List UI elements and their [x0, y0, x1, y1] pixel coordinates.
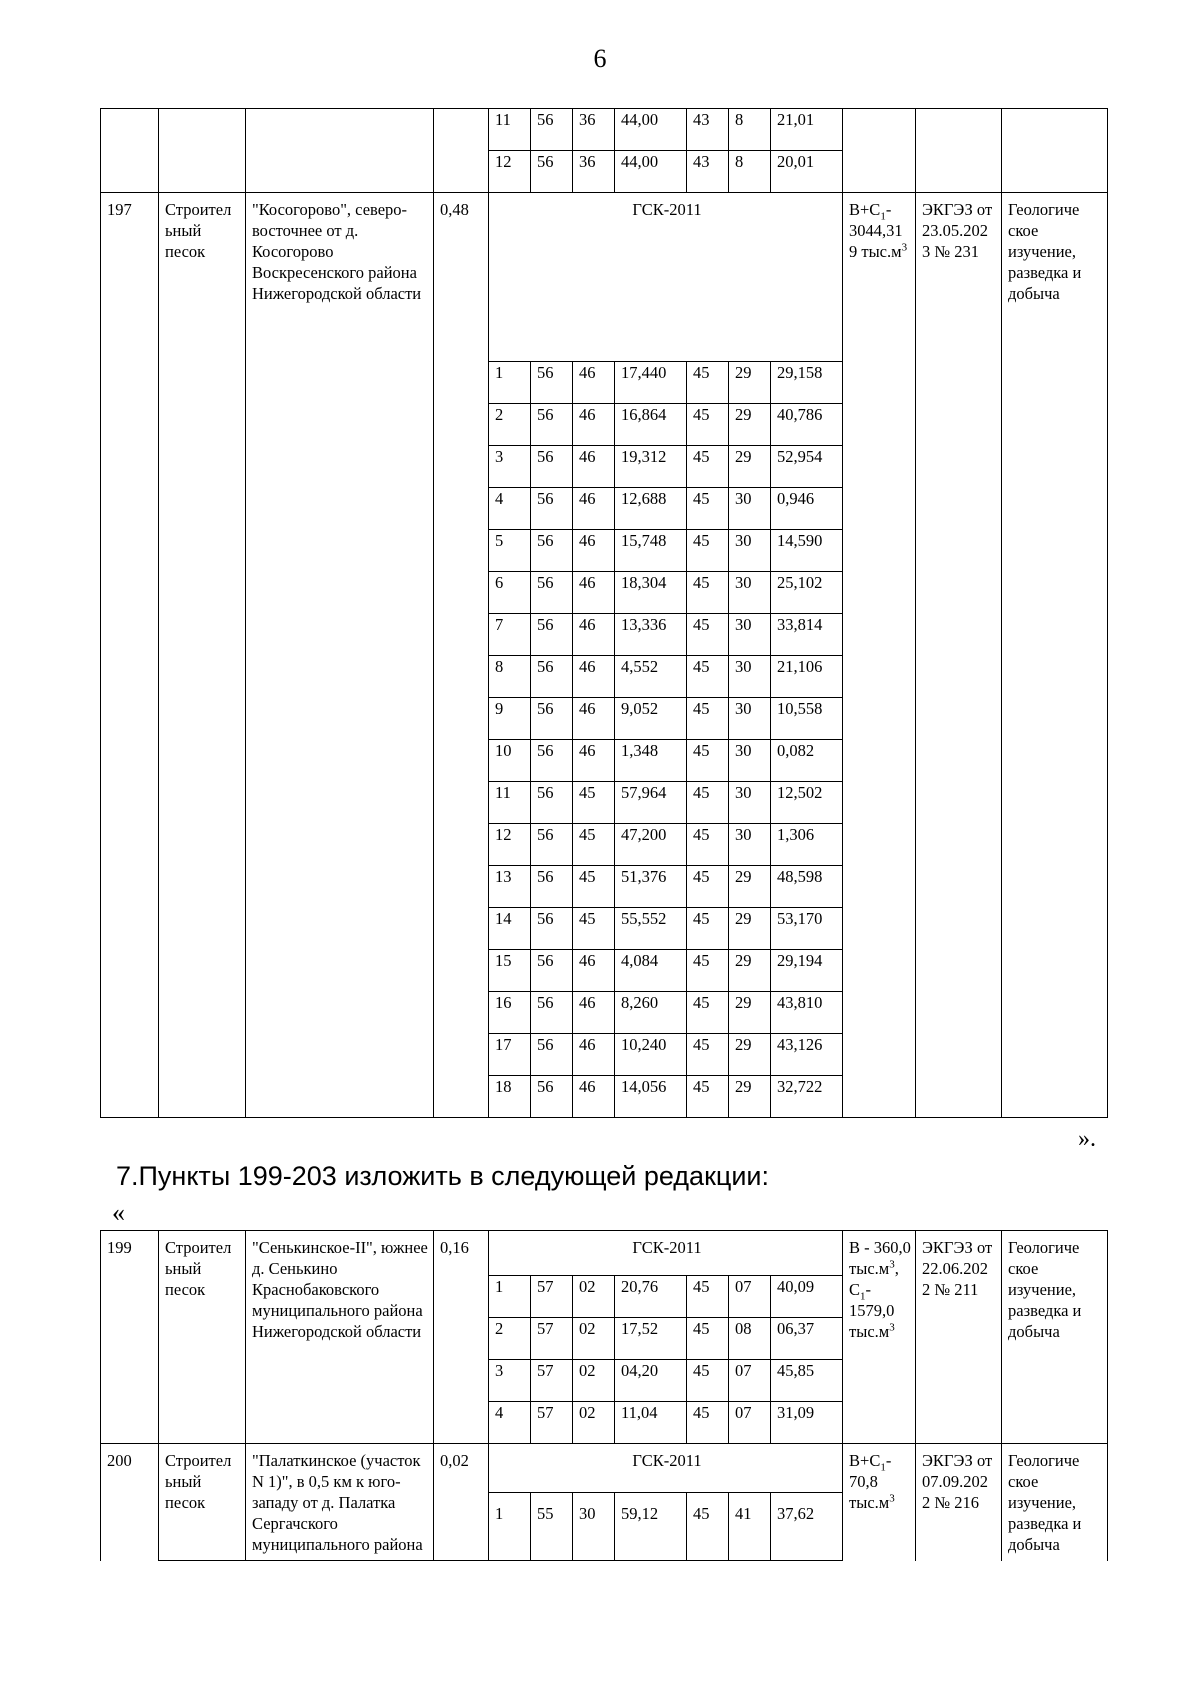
coordinate-system: ГСК-2011: [489, 1444, 843, 1493]
lon-degrees: 45: [687, 1076, 729, 1118]
lon-seconds: 1,306: [771, 824, 843, 866]
lat-seconds: 47,200: [615, 824, 687, 866]
lat-minutes: 46: [573, 488, 615, 530]
deposit-row-199: [101, 1231, 1108, 1276]
lat-minutes: 45: [573, 908, 615, 950]
lat-degrees: 56: [531, 866, 573, 908]
lon-seconds: 32,722: [771, 1076, 843, 1118]
point-number: 2: [489, 1318, 531, 1360]
lon-degrees: 45: [687, 1034, 729, 1076]
lon-degrees: 45: [687, 698, 729, 740]
deposit-location: "Косогорово", северо-восточнее от д. Косогорово Воскресенского района Нижегородской области: [246, 193, 434, 1118]
lon-degrees: 45: [687, 992, 729, 1034]
lat-minutes: 46: [573, 698, 615, 740]
lat-degrees: 56: [531, 614, 573, 656]
lon-degrees: 45: [687, 572, 729, 614]
lat-degrees: 56: [531, 1076, 573, 1118]
mineral-type: [159, 109, 246, 193]
lon-seconds: 14,590: [771, 530, 843, 572]
point-number: 6: [489, 572, 531, 614]
lat-seconds: 57,964: [615, 782, 687, 824]
lat-minutes: 46: [573, 1076, 615, 1118]
lon-seconds: 29,158: [771, 362, 843, 404]
lat-degrees: 56: [531, 908, 573, 950]
lat-minutes: 02: [573, 1360, 615, 1402]
entry-number: 200: [101, 1444, 159, 1561]
lon-minutes: 30: [729, 824, 771, 866]
lat-minutes: 46: [573, 1034, 615, 1076]
point-number: 3: [489, 1360, 531, 1402]
mineral-type: Строител ьный песок: [159, 193, 246, 1118]
lat-seconds: 15,748: [615, 530, 687, 572]
lat-seconds: 20,76: [615, 1276, 687, 1318]
point-number: 13: [489, 866, 531, 908]
lon-seconds: 21,106: [771, 656, 843, 698]
lon-seconds: 12,502: [771, 782, 843, 824]
usage-purpose: Геологиче ское изучение, разведка и добыча: [1002, 1231, 1108, 1444]
lon-seconds: 29,194: [771, 950, 843, 992]
lon-seconds: 52,954: [771, 446, 843, 488]
lat-seconds: 44,00: [615, 151, 687, 193]
lat-degrees: 56: [531, 740, 573, 782]
lat-minutes: 45: [573, 782, 615, 824]
lon-degrees: 45: [687, 446, 729, 488]
lon-minutes: 30: [729, 740, 771, 782]
mineral-type: Строител ьный песок: [159, 1444, 246, 1561]
lat-degrees: 56: [531, 488, 573, 530]
coordinate-system: ГСК-2011: [489, 193, 843, 362]
lat-seconds: 12,688: [615, 488, 687, 530]
lat-minutes: 46: [573, 614, 615, 656]
approval-document: ЭКГЭЗ от 22.06.202 2 № 211: [916, 1231, 1002, 1444]
lon-minutes: 30: [729, 698, 771, 740]
lat-minutes: 02: [573, 1276, 615, 1318]
lat-seconds: 17,440: [615, 362, 687, 404]
point-number: 7: [489, 614, 531, 656]
lat-minutes: 46: [573, 656, 615, 698]
lon-seconds: 25,102: [771, 572, 843, 614]
reserves: $B+C_1-3044,31$ 9 $тыс.м^3$: [843, 193, 916, 1118]
lat-minutes: 46: [573, 404, 615, 446]
lon-minutes: 07: [729, 1360, 771, 1402]
point-number: 11: [489, 782, 531, 824]
lat-degrees: 57: [531, 1360, 573, 1402]
lon-degrees: 45: [687, 488, 729, 530]
lon-degrees: 45: [687, 740, 729, 782]
point-number: 8: [489, 656, 531, 698]
deposit-row-197: [101, 193, 1108, 362]
reserves: [843, 109, 916, 193]
lat-seconds: 19,312: [615, 446, 687, 488]
lon-minutes: 30: [729, 572, 771, 614]
lon-seconds: 20,01: [771, 151, 843, 193]
lat-seconds: 59,12: [615, 1493, 687, 1561]
point-number: 12: [489, 824, 531, 866]
opening-quote: «: [112, 1198, 125, 1227]
reserves: $B+C_1-70,8$ $тыс.м^3$: [843, 1444, 916, 1561]
coordinate-system: ГСК-2011: [489, 1231, 843, 1276]
lat-minutes: 46: [573, 992, 615, 1034]
lon-minutes: 08: [729, 1318, 771, 1360]
point-number: 1: [489, 1493, 531, 1561]
lon-minutes: 8: [729, 151, 771, 193]
lon-minutes: 29: [729, 404, 771, 446]
lon-minutes: 8: [729, 109, 771, 151]
lon-seconds: 10,558: [771, 698, 843, 740]
lon-degrees: 45: [687, 782, 729, 824]
lat-seconds: 13,336: [615, 614, 687, 656]
approval-document: ЭКГЭЗ от 23.05.202 3 № 231: [916, 193, 1002, 1118]
lat-seconds: 51,376: [615, 866, 687, 908]
coordinate-row: [101, 109, 1108, 151]
area-km2: [434, 109, 489, 193]
mineral-type: Строител ьный песок: [159, 1231, 246, 1444]
lat-minutes: 46: [573, 446, 615, 488]
point-number: 3: [489, 446, 531, 488]
lat-minutes: 46: [573, 740, 615, 782]
lat-degrees: 56: [531, 572, 573, 614]
point-number: 15: [489, 950, 531, 992]
page-number: 6: [593, 44, 607, 73]
lon-degrees: 45: [687, 1402, 729, 1444]
lat-seconds: 55,552: [615, 908, 687, 950]
point-number: 10: [489, 740, 531, 782]
lat-seconds: 4,552: [615, 656, 687, 698]
lon-minutes: 30: [729, 614, 771, 656]
lon-minutes: 30: [729, 782, 771, 824]
lon-seconds: 53,170: [771, 908, 843, 950]
lat-minutes: 45: [573, 866, 615, 908]
deposits-table-continued: [100, 108, 1108, 1118]
lat-seconds: 14,056: [615, 1076, 687, 1118]
lon-minutes: 41: [729, 1493, 771, 1561]
point-number: 2: [489, 404, 531, 446]
lon-seconds: 40,09: [771, 1276, 843, 1318]
lon-seconds: 31,09: [771, 1402, 843, 1444]
lat-degrees: 55: [531, 1493, 573, 1561]
lat-degrees: 56: [531, 824, 573, 866]
lon-degrees: 45: [687, 1493, 729, 1561]
area-km2: 0,02: [434, 1444, 489, 1561]
lon-degrees: 45: [687, 950, 729, 992]
lon-seconds: 21,01: [771, 109, 843, 151]
point-number: 16: [489, 992, 531, 1034]
lon-minutes: 29: [729, 908, 771, 950]
lon-degrees: 43: [687, 109, 729, 151]
lat-minutes: 02: [573, 1318, 615, 1360]
point-number: 4: [489, 1402, 531, 1444]
lat-minutes: 02: [573, 1402, 615, 1444]
lat-degrees: 56: [531, 151, 573, 193]
lat-degrees: 56: [531, 698, 573, 740]
usage-purpose: Геологиче ское изучение, разведка и добыча: [1002, 193, 1108, 1118]
lat-seconds: 10,240: [615, 1034, 687, 1076]
lon-minutes: 29: [729, 1076, 771, 1118]
lon-minutes: 29: [729, 992, 771, 1034]
lon-seconds: 45,85: [771, 1360, 843, 1402]
lon-seconds: 40,786: [771, 404, 843, 446]
lon-degrees: 45: [687, 1276, 729, 1318]
lon-seconds: 43,810: [771, 992, 843, 1034]
entry-number: 199: [101, 1231, 159, 1444]
point-number: 12: [489, 151, 531, 193]
entry-number: 197: [101, 193, 159, 1118]
lat-seconds: 04,20: [615, 1360, 687, 1402]
deposits-table-new: [100, 1230, 1108, 1561]
lon-seconds: 06,37: [771, 1318, 843, 1360]
lat-degrees: 56: [531, 362, 573, 404]
lat-minutes: 36: [573, 151, 615, 193]
point-number: 17: [489, 1034, 531, 1076]
lon-minutes: 07: [729, 1276, 771, 1318]
lon-minutes: 29: [729, 362, 771, 404]
lat-minutes: 46: [573, 530, 615, 572]
lat-minutes: 46: [573, 950, 615, 992]
lon-seconds: 37,62: [771, 1493, 843, 1561]
lat-seconds: 1,348: [615, 740, 687, 782]
lat-degrees: 56: [531, 1034, 573, 1076]
lat-degrees: 56: [531, 530, 573, 572]
lat-minutes: 45: [573, 824, 615, 866]
lon-minutes: 29: [729, 1034, 771, 1076]
lat-degrees: 56: [531, 109, 573, 151]
lat-seconds: 44,00: [615, 109, 687, 151]
lon-degrees: 45: [687, 866, 729, 908]
usage-purpose: [1002, 109, 1108, 193]
lon-minutes: 07: [729, 1402, 771, 1444]
lon-seconds: 48,598: [771, 866, 843, 908]
entry-number: [101, 109, 159, 193]
lon-seconds: 43,126: [771, 1034, 843, 1076]
approval-document: [916, 109, 1002, 193]
lon-degrees: 45: [687, 656, 729, 698]
lon-seconds: 0,946: [771, 488, 843, 530]
amendment-item-7: 7.Пункты 199-203 изложить в следующей редакции:: [116, 1161, 770, 1191]
lat-seconds: 4,084: [615, 950, 687, 992]
point-number: 4: [489, 488, 531, 530]
area-km2: 0,16: [434, 1231, 489, 1444]
lon-minutes: 30: [729, 656, 771, 698]
lon-minutes: 30: [729, 530, 771, 572]
lat-seconds: 16,864: [615, 404, 687, 446]
lon-degrees: 45: [687, 908, 729, 950]
lat-seconds: 8,260: [615, 992, 687, 1034]
point-number: 1: [489, 1276, 531, 1318]
lat-minutes: 46: [573, 572, 615, 614]
lat-minutes: 36: [573, 109, 615, 151]
lon-minutes: 29: [729, 950, 771, 992]
lat-degrees: 56: [531, 656, 573, 698]
lon-minutes: 30: [729, 488, 771, 530]
lat-degrees: 56: [531, 446, 573, 488]
lon-degrees: 45: [687, 530, 729, 572]
lat-degrees: 56: [531, 404, 573, 446]
closing-quote: ».: [1078, 1126, 1096, 1152]
point-number: 14: [489, 908, 531, 950]
lon-degrees: 45: [687, 362, 729, 404]
lat-degrees: 57: [531, 1318, 573, 1360]
point-number: 11: [489, 109, 531, 151]
lat-seconds: 11,04: [615, 1402, 687, 1444]
lat-degrees: 57: [531, 1276, 573, 1318]
lon-degrees: 45: [687, 404, 729, 446]
lat-seconds: 18,304: [615, 572, 687, 614]
lon-degrees: 43: [687, 151, 729, 193]
deposit-location: [246, 109, 434, 193]
lon-seconds: 0,082: [771, 740, 843, 782]
lon-degrees: 45: [687, 1318, 729, 1360]
lat-degrees: 56: [531, 782, 573, 824]
lat-minutes: 46: [573, 362, 615, 404]
lon-degrees: 45: [687, 614, 729, 656]
area-km2: 0,48: [434, 193, 489, 1118]
point-number: 9: [489, 698, 531, 740]
deposit-location: "Сенькинское-II", южнее д. Сенькино Краснобаковского муниципального района Нижегородской области: [246, 1231, 434, 1444]
reserves: B - 360,0 $тыс.м^3$, $C_1-1579,0$ $тыс.м^3$: [843, 1231, 916, 1444]
lat-seconds: 9,052: [615, 698, 687, 740]
lon-minutes: 29: [729, 446, 771, 488]
lon-minutes: 29: [729, 866, 771, 908]
lon-degrees: 45: [687, 824, 729, 866]
point-number: 5: [489, 530, 531, 572]
lat-degrees: 56: [531, 992, 573, 1034]
lat-minutes: 30: [573, 1493, 615, 1561]
point-number: 1: [489, 362, 531, 404]
lon-degrees: 45: [687, 1360, 729, 1402]
deposit-row-200: [101, 1444, 1108, 1493]
lat-degrees: 56: [531, 950, 573, 992]
lat-seconds: 17,52: [615, 1318, 687, 1360]
usage-purpose: Геологиче ское изучение, разведка и добыча: [1002, 1444, 1108, 1561]
lon-seconds: 33,814: [771, 614, 843, 656]
point-number: 18: [489, 1076, 531, 1118]
lat-degrees: 57: [531, 1402, 573, 1444]
approval-document: ЭКГЭЗ от 07.09.202 2 № 216: [916, 1444, 1002, 1561]
deposit-location: "Палаткинское (участок N 1)", в 0,5 км к юго-западу от д. Палатка Сергачского муниципального района: [246, 1444, 434, 1561]
